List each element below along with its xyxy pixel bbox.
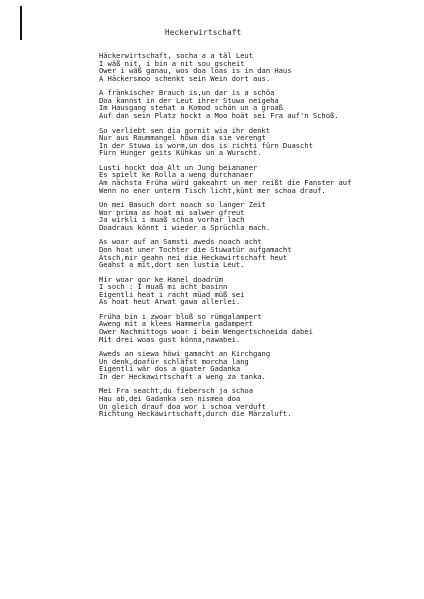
poem-line: As hoat heut Arwat gawa allerlei. <box>99 297 241 307</box>
stanza <box>99 350 419 380</box>
poem-line: Ower i wäß ganau, wos doa loas is in dan Haus <box>99 66 292 76</box>
poem-line: Eigentli heat i racht müad müß sei <box>99 289 245 299</box>
poem-line: Eigentli wär dos a guater Gadanka <box>99 364 241 374</box>
poem-line: Mit drei woas gust könna,nawabei. <box>99 334 241 344</box>
poem-line: Ja wirkli i muaß schoa vorhar lach <box>99 215 245 225</box>
poem-line: Un mei Basuch dort noach so langer Zeit <box>99 200 266 210</box>
poem-line: Doadraus könnt i wieder a Sprüchla mach. <box>99 222 271 232</box>
poem-line: Wenn no ener unterm Tisch licht,künt mer schoa drauf. <box>99 185 326 195</box>
poem-line: Am nächsta Früha würd gakeahrt un mer reißt die Fanster auf <box>99 177 352 187</box>
stanza <box>99 201 419 231</box>
poem-line: Ätsch,mir geahn nei die Heckawirtschaft heut <box>99 252 288 262</box>
poem-line: I soch : I muaß mi ächt basinn <box>99 282 228 292</box>
poem-line: As woar auf an Samsti aweds noach acht <box>99 237 262 247</box>
poem-line: Wor prima as hoat mi salwer gfreut <box>99 207 245 217</box>
stanza <box>99 238 419 268</box>
stanza <box>99 164 419 194</box>
poem-line: Mei Fra seacht,du fiebersch ja schoa <box>99 386 253 396</box>
poem-line: In der Heckawirtschaft a weng za tanka. <box>99 371 266 381</box>
poem-line: Im Hausgang stehat a Komod schön un a groaß <box>99 103 283 113</box>
poem-line: A fränkischer Brauch is,un dar is a schöa <box>99 88 275 98</box>
poem-line: Fürn Hunger geits Kühkas un a Wurscht. <box>99 148 262 158</box>
poem-line: Ower Nachmittogs woar i beim Wengertschneida dabei <box>99 327 313 337</box>
poem-line: Früha bin i zwoar bloß so rümgalampert <box>99 311 262 321</box>
margin-mark <box>20 6 22 40</box>
poem-line: Es spielt ke Rolla a weng durchanaer <box>99 170 253 180</box>
stanza <box>99 52 419 82</box>
poem-line: Auf dan sein Platz hockt a Moo hoät sei Fra auf'n Schoß. <box>99 111 339 121</box>
poem-line: Don hoat uner Tochter die Stuwatür aufgamacht <box>99 244 292 254</box>
poem-line: Hau ab,dei Gadanka sen nismea doa <box>99 393 241 403</box>
stanza <box>99 276 419 306</box>
poem-line: Mir woar gor ke Hanel doadrüm <box>99 274 224 284</box>
stanza <box>99 387 419 417</box>
poem-title: Heckerwirtschaft <box>165 28 242 37</box>
poem-line: I wäß nit, i bin a nit sou gscheit <box>99 58 245 68</box>
poem-line: Richtung Heckawirtschaft,durch die Märzaluft. <box>99 409 292 419</box>
poem-body <box>99 52 419 425</box>
poem-line: So verliebt sen dia gornit wia ihr denkt <box>99 125 271 135</box>
poem-line: Aweng mit a klees Hammerla gadampert <box>99 319 253 329</box>
stanza <box>99 313 419 343</box>
poem-line: In der Stuwa is worm,un dos is richti fürn Duascht <box>99 140 313 150</box>
stanza <box>99 89 419 119</box>
stanza <box>99 127 419 157</box>
poem-line: A Häckersmoo schenkt sein Wein dort aus. <box>99 73 271 83</box>
poem-line: Un denk,doafür schläfst morcha lang <box>99 356 249 366</box>
poem-line: Lusti hockt doa Alt un Jung beiananer <box>99 162 258 172</box>
poem-line: Nur aus Raummangel höwa dia sie verengt <box>99 133 266 143</box>
poem-line: Doa kannst in der Leut ihrer Stuwa neigeha <box>99 95 279 105</box>
poem-line: Un gleich drauf doa wor i schoa verduft <box>99 401 266 411</box>
poem-line: Häckerwirtschaft, socha a a täl Leut <box>99 51 253 60</box>
poem-line: Geahst a mit,dort sen lustia Leut. <box>99 260 245 270</box>
poem-line: Aweds an siewa höwi gamacht an Kirchgang <box>99 349 271 359</box>
